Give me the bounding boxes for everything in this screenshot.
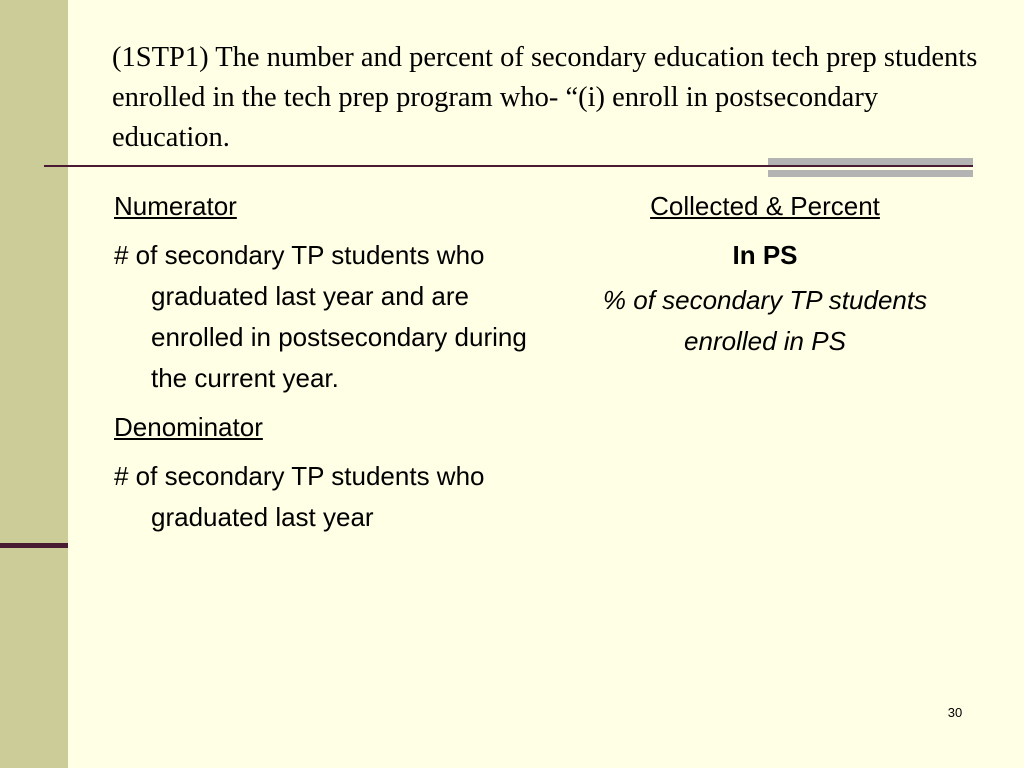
numerator-text: # of secondary TP students who graduated last year and are enrolled in postsecondary during the current year.	[114, 240, 527, 393]
in-ps-subheading: In PS	[732, 240, 798, 270]
title-divider	[44, 165, 973, 167]
percent-description: % of secondary TP students enrolled in PS	[602, 285, 928, 356]
denominator-heading: Denominator	[114, 412, 263, 442]
title-rule-accent-top	[768, 158, 973, 165]
slide-title: (1STP1) The number and percent of secondary education tech prep students enrolled in the tech prep program who- “(i) enroll in postsecondary education.	[112, 42, 978, 153]
sidebar-accent-line	[0, 543, 68, 548]
collected-percent-heading: Collected & Percent	[650, 191, 880, 221]
right-column	[570, 186, 960, 362]
left-column	[114, 186, 544, 546]
numerator-heading: Numerator	[114, 191, 237, 221]
denominator-text: # of secondary TP students who graduated last year	[114, 461, 485, 532]
title-rule-accent-bottom	[768, 170, 973, 177]
slide-number: 30	[947, 705, 963, 720]
left-sidebar-band	[0, 0, 68, 768]
